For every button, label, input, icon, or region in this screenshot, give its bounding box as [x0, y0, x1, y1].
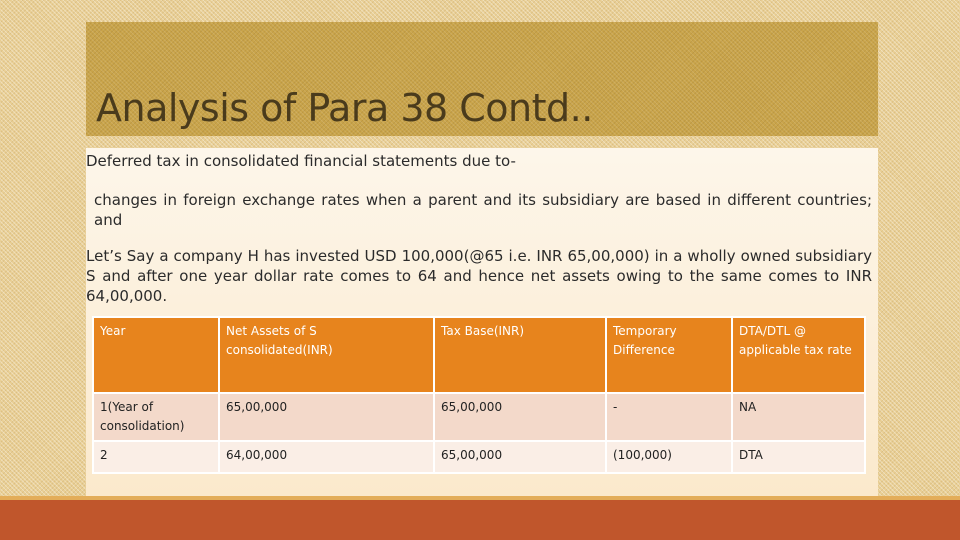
- example-text: Let’s Say a company H has invested USD 100,000(@65 i.e. INR 65,00,000) in a wholly owned subsidiary S and after one year dollar rate comes to 64 and hence net assets owing to the same comes to INR 64,00,000.: [86, 247, 872, 305]
- bullet-text: changes in foreign exchange rates when a parent and its subsidiary are based in different countries; and: [94, 191, 872, 229]
- table-header-row: [93, 317, 865, 393]
- table-cell: 64,00,000: [219, 441, 434, 473]
- table-cell: NA: [732, 393, 865, 441]
- header-cell-year: Year: [93, 317, 219, 393]
- table-cell: 2: [93, 441, 219, 473]
- bottom-accent-bar: [0, 496, 960, 540]
- deferred-tax-table: [92, 316, 866, 474]
- title-band: [86, 22, 878, 136]
- slide-title: Analysis of Para 38 Contd..: [96, 86, 593, 130]
- table-cell: (100,000): [606, 441, 732, 473]
- content-area: [86, 148, 878, 496]
- table-cell: 65,00,000: [434, 393, 606, 441]
- table-row: [93, 441, 865, 473]
- table-row: [93, 393, 865, 441]
- table-cell: DTA: [732, 441, 865, 473]
- table-cell: 65,00,000: [434, 441, 606, 473]
- header-cell-dta-dtl: DTA/DTL @ applicable tax rate: [732, 317, 865, 393]
- header-cell-tax-base: Tax Base(INR): [434, 317, 606, 393]
- table-cell: -: [606, 393, 732, 441]
- header-cell-temporary-difference: Temporary Difference: [606, 317, 732, 393]
- table-cell: 65,00,000: [219, 393, 434, 441]
- header-cell-net-assets: Net Assets of S consolidated(INR): [219, 317, 434, 393]
- table-cell: 1(Year of consolidation): [93, 393, 219, 441]
- intro-text: Deferred tax in consolidated financial statements due to-: [86, 152, 516, 170]
